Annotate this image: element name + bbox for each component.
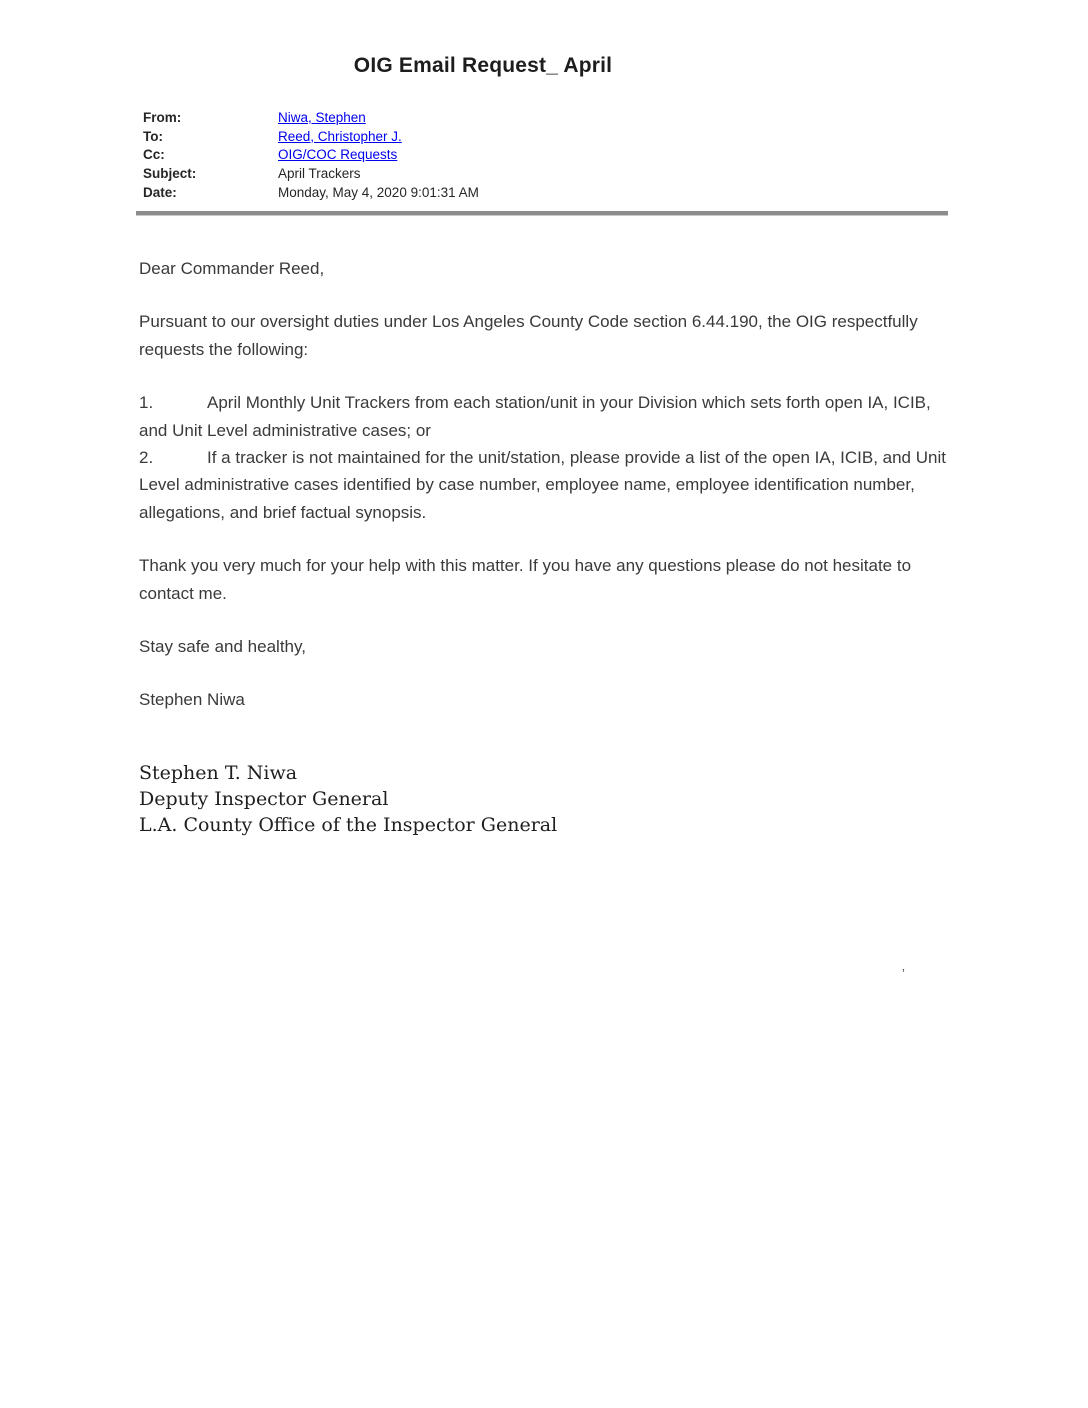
from-label: From: (143, 109, 182, 125)
from-value-link[interactable]: Niwa, Stephen (278, 109, 366, 125)
intro-paragraph: Pursuant to our oversight duties under Los Angeles County Code section 6.44.190, the OIG respectfully requests the following: (139, 312, 918, 359)
thanks-paragraph: Thank you very much for your help with this matter. If you have any questions please do not hesitate to contact me. (139, 556, 912, 603)
subject-label: Subject: (143, 166, 197, 182)
email-header-block (143, 108, 479, 202)
signature-name: Stephen T. Niwa (139, 762, 298, 784)
header-row-to (143, 127, 479, 146)
sender-name: Stephen Niwa (139, 690, 245, 710)
list-item-1-text: April Monthly Unit Trackers from each station/unit in your Division which sets forth open IA, ICIB, and Unit Level administrative cases; or (139, 393, 931, 440)
salutation: Dear Commander Reed, (139, 259, 325, 278)
email-body (139, 255, 953, 740)
cc-value-link[interactable]: OIG/COC Requests (278, 147, 398, 163)
to-value-link[interactable]: Reed, Christopher J. (278, 128, 402, 144)
cc-label: Cc: (143, 147, 165, 163)
header-divider-rule (136, 211, 948, 216)
signature-organization: L.A. County Office of the Inspector General (139, 814, 558, 836)
to-label: To: (143, 128, 163, 144)
list-item-2-text: If a tracker is not maintained for the unit/station, please provide a list of the open IA, ICIB, and Unit Level administrative cases identified by case number, employee name, employee identification number, allegations, and brief factual synopsis. (139, 448, 946, 522)
list-item-2-number: 2. (139, 448, 154, 468)
date-value: Monday, May 4, 2020 9:01:31 AM (278, 185, 479, 201)
list-item-1-number: 1. (139, 393, 154, 413)
document-title: OIG Email Request_ April (353, 54, 613, 77)
header-row-from (143, 108, 479, 127)
date-label: Date: (143, 185, 177, 201)
subject-value: April Trackers (278, 166, 361, 182)
header-row-cc (143, 146, 479, 165)
list-item-2 (139, 444, 953, 526)
list-item-1 (139, 389, 953, 444)
signature-block (139, 760, 557, 838)
signature-title: Deputy Inspector General (139, 788, 389, 810)
header-row-date (143, 183, 479, 202)
closing-line: Stay safe and healthy, (139, 637, 306, 657)
stray-mark: ’ (902, 966, 905, 981)
header-row-subject (143, 164, 479, 183)
